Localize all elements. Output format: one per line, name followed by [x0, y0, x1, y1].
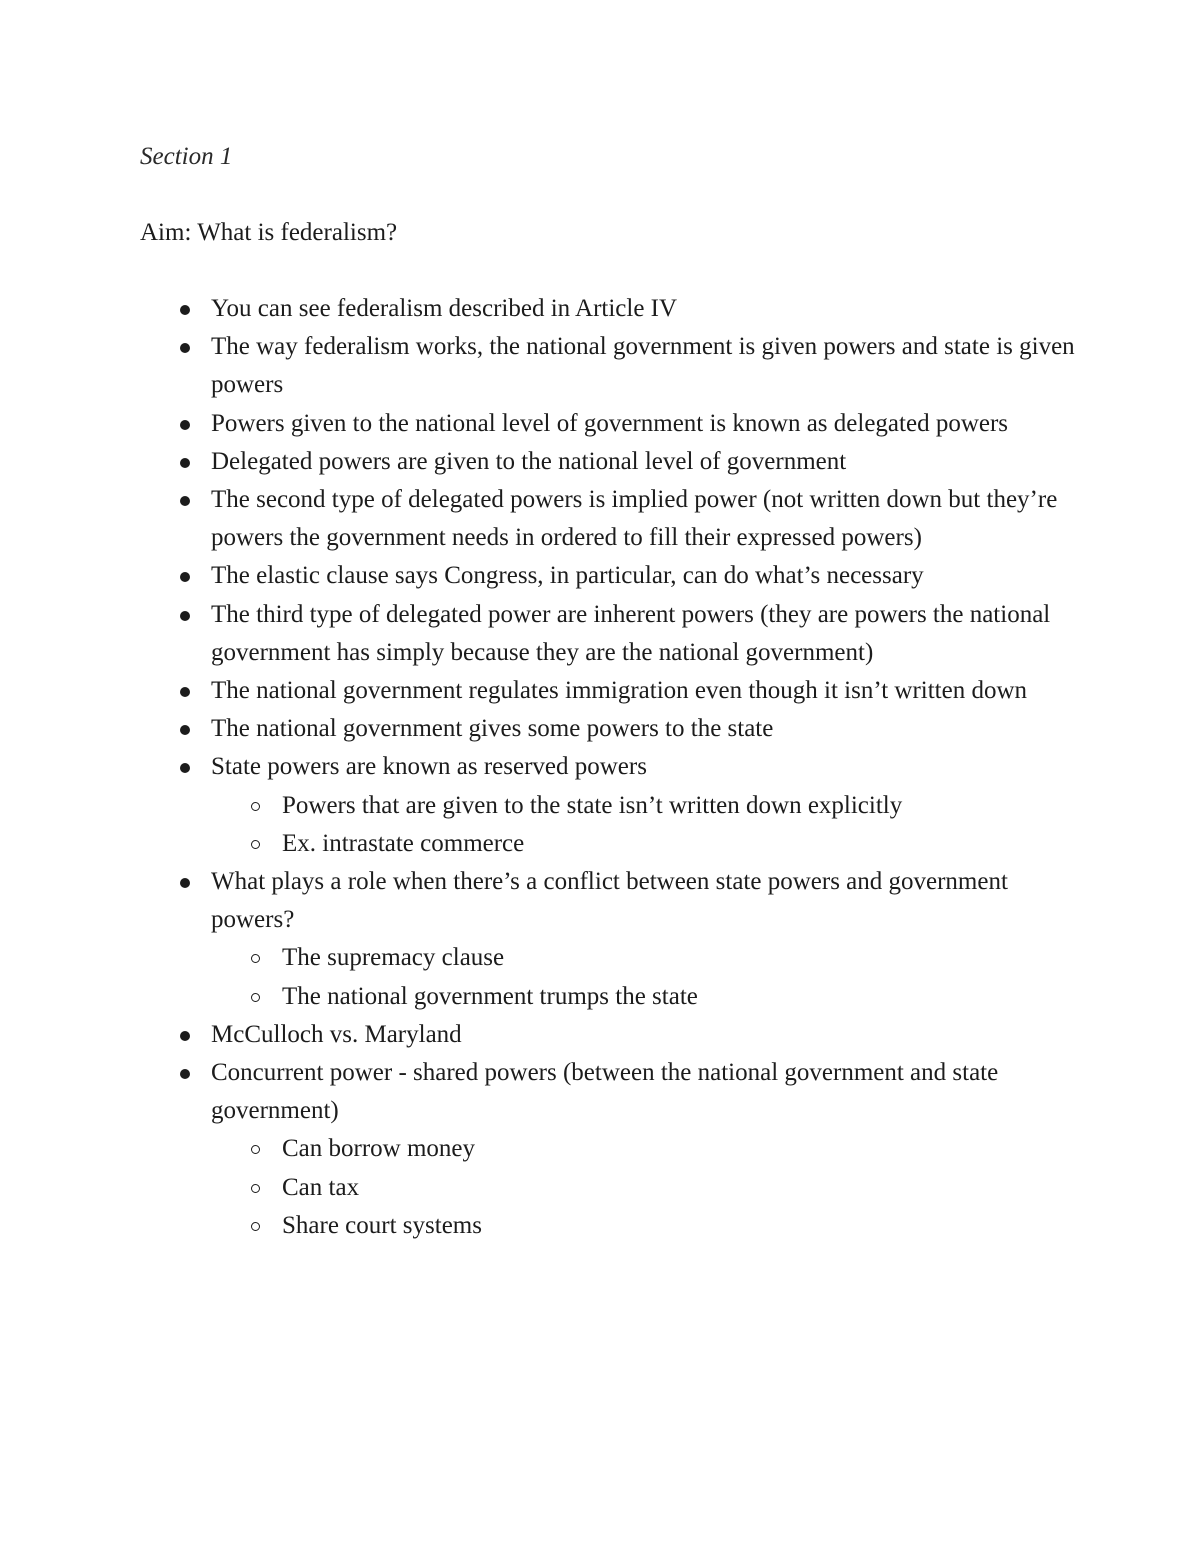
bullet-circle-icon: [251, 840, 260, 849]
sub-list-item: [140, 787, 1080, 825]
bullet-dot-icon: [180, 763, 190, 773]
document-page: [140, 138, 1080, 1245]
list-item: [140, 863, 1080, 1016]
list-item-text: What plays a role when there’s a conflict between state powers and government powers?: [211, 868, 1008, 934]
sub-list-item-text: The supremacy clause: [282, 944, 505, 972]
sub-list-item-text: Can tax: [282, 1173, 360, 1201]
list-item: [140, 1054, 1080, 1245]
sub-list-item-text: Ex. intrastate commerce: [282, 829, 525, 857]
list-item-text: The second type of delegated powers is implied power (not written down but they’re powers the government needs in ordered to fill their expressed powers): [211, 486, 1058, 552]
sub-list-item-text: Share court systems: [282, 1211, 482, 1239]
bullet-dot-icon: [180, 343, 190, 353]
list-item: [140, 443, 1080, 481]
bullet-dot-icon: [180, 1069, 190, 1079]
notes-list: [140, 290, 1080, 1245]
list-item: [140, 290, 1080, 328]
list-item-text: You can see federalism described in Article IV: [211, 295, 678, 322]
sub-list-item: [140, 978, 1080, 1016]
sub-list: [211, 787, 1080, 863]
list-item-text: The elastic clause says Congress, in particular, can do what’s necessary: [211, 562, 924, 590]
bullet-circle-icon: [251, 1184, 260, 1193]
bullet-dot-icon: [180, 1031, 190, 1041]
bullet-dot-icon: [180, 458, 190, 468]
list-item: [140, 596, 1080, 672]
bullet-dot-icon: [180, 305, 190, 315]
bullet-dot-icon: [180, 572, 190, 582]
list-item: [140, 405, 1080, 443]
sub-list-item: [140, 1130, 1080, 1168]
sub-list-item: [140, 1207, 1080, 1245]
bullet-dot-icon: [180, 878, 190, 888]
list-item-text: Powers given to the national level of government is known as delegated powers: [211, 409, 1009, 437]
list-item: [140, 481, 1080, 557]
sub-list-item: [140, 1169, 1080, 1207]
list-item-text: Delegated powers are given to the national level of government: [211, 447, 847, 475]
bullet-dot-icon: [180, 687, 190, 697]
list-item-text: The way federalism works, the national government is given powers and state is given powers: [211, 333, 1075, 399]
sub-list-item-text: The national government trumps the state: [282, 982, 698, 1010]
list-item-text: The third type of delegated power are inherent powers (they are powers the national government has simply because they are the national government): [211, 600, 1051, 666]
list-item: [140, 557, 1080, 595]
list-item-text: Concurrent power - shared powers (between the national government and state government): [211, 1059, 999, 1125]
list-item: [140, 672, 1080, 710]
aim-heading: Aim: What is federalism?: [140, 219, 398, 246]
list-item: [140, 748, 1080, 863]
list-item-text: The national government gives some powers to the state: [211, 715, 774, 743]
list-item: [140, 710, 1080, 748]
sub-list-item: [140, 825, 1080, 863]
sub-list-item-text: Can borrow money: [282, 1135, 476, 1163]
section-label: Section 1: [140, 143, 233, 170]
bullet-circle-icon: [251, 802, 260, 811]
bullet-dot-icon: [180, 496, 190, 506]
sub-list-item-text: Powers that are given to the state isn’t written down explicitly: [282, 791, 903, 819]
list-item: [140, 328, 1080, 404]
bullet-dot-icon: [180, 420, 190, 430]
list-item-text: State powers are known as reserved powers: [211, 753, 647, 781]
sub-list: [211, 1130, 1080, 1245]
list-item-text: McCulloch vs. Maryland: [211, 1020, 462, 1048]
bullet-dot-icon: [180, 611, 190, 621]
list-item-text: The national government regulates immigration even though it isn’t written down: [211, 677, 1028, 705]
sub-list: [211, 939, 1080, 1015]
bullet-circle-icon: [251, 1222, 260, 1231]
bullet-dot-icon: [180, 725, 190, 735]
sub-list-item: [140, 939, 1080, 977]
bullet-circle-icon: [251, 993, 260, 1002]
list-item: [140, 1016, 1080, 1054]
